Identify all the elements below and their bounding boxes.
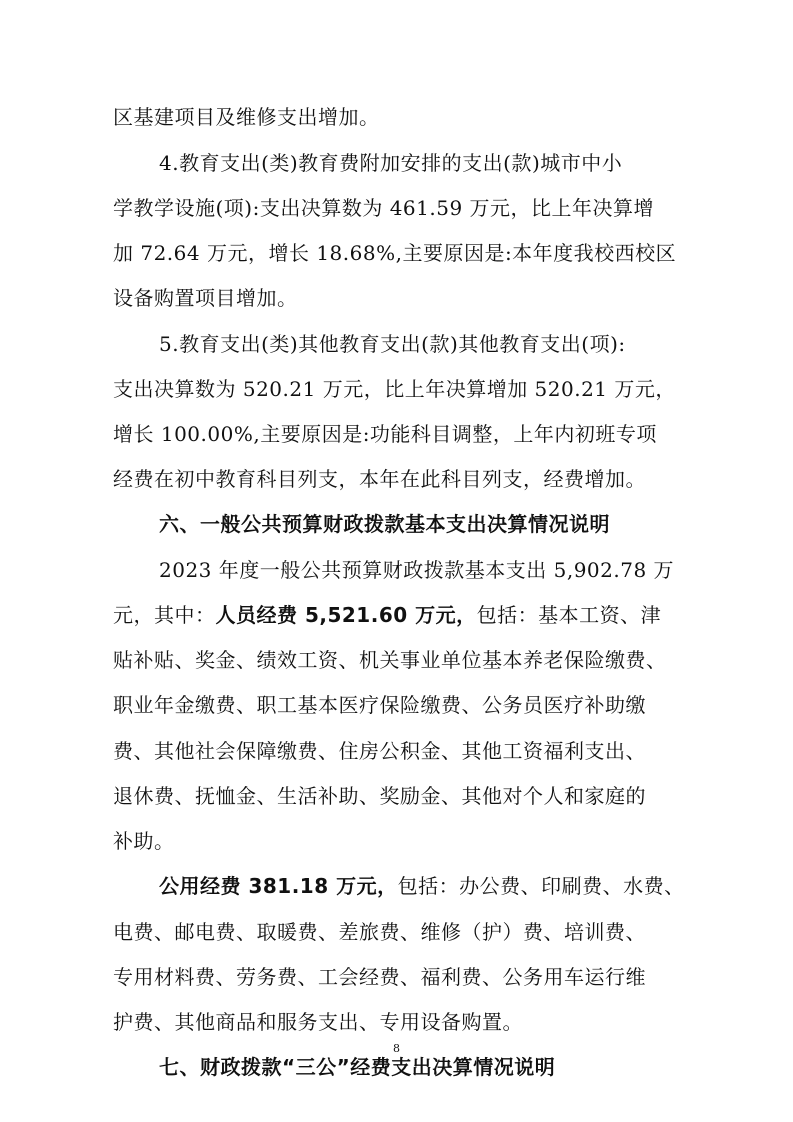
text-line: 补助。 [113, 829, 175, 853]
text-line: 增长 100.00%,主要原因是:功能科目调整，上年内初班专项 [113, 422, 657, 446]
text-line: 学教学设施(项):支出决算数为 461.59 万元，比上年决算增 [113, 196, 655, 220]
section-heading: 六、一般公共预算财政拨款基本支出决算情况说明 [159, 512, 610, 536]
text-line: 护费、其他商品和服务支出、专用设备购置。 [113, 1010, 523, 1034]
section-heading: 七、财政拨款“三公”经费支出决算情况说明 [159, 1055, 556, 1079]
text-line: 4.教育支出(类)教育费附加安排的支出(款)城市中小 [159, 151, 623, 175]
text-line: 加 72.64 万元，增长 18.68%,主要原因是:本年度我校西校区 [113, 241, 677, 265]
page-number: 8 [393, 1042, 400, 1055]
text-line: 职业年金缴费、职工基本医疗保险缴费、公务员医疗补助缴 [113, 693, 646, 717]
text-line: 经费在初中教育科目列支，本年在此科目列支，经费增加。 [113, 467, 646, 491]
public-expense-highlight: 公用经费 381.18 万元， [159, 874, 398, 898]
text-segment: 元，其中： [113, 603, 216, 627]
text-line: 退休费、抚恤金、生活补助、奖励金、其他对个人和家庭的 [113, 784, 646, 808]
text-line: 费、其他社会保障缴费、住房公积金、其他工资福利支出、 [113, 739, 646, 763]
text-line [159, 873, 739, 899]
text-line: 5.教育支出(类)其他教育支出(款)其他教育支出(项): [159, 332, 626, 356]
text-line: 电费、邮电费、取暖费、差旅费、维修（护）费、培训费、 [113, 920, 646, 944]
text-line: 贴补贴、奖金、绩效工资、机关事业单位基本养老保险缴费、 [113, 648, 667, 672]
text-line: 支出决算数为 520.21 万元，比上年决算增加 520.21 万元， [113, 377, 676, 401]
text-segment: 包括：办公费、印刷费、水费、 [397, 874, 685, 898]
text-line: 2023 年度一般公共预算财政拨款基本支出 5,902.78 万 [159, 558, 675, 582]
personnel-expense-highlight: 人员经费 5,521.60 万元， [215, 603, 477, 627]
text-line: 区基建项目及维修支出增加。 [113, 105, 380, 129]
text-line: 专用材料费、劳务费、工会经费、福利费、公务用车运行维 [113, 965, 646, 989]
text-segment: 包括：基本工资、津 [476, 603, 662, 627]
text-line [113, 602, 693, 628]
text-line: 设备购置项目增加。 [113, 286, 298, 310]
